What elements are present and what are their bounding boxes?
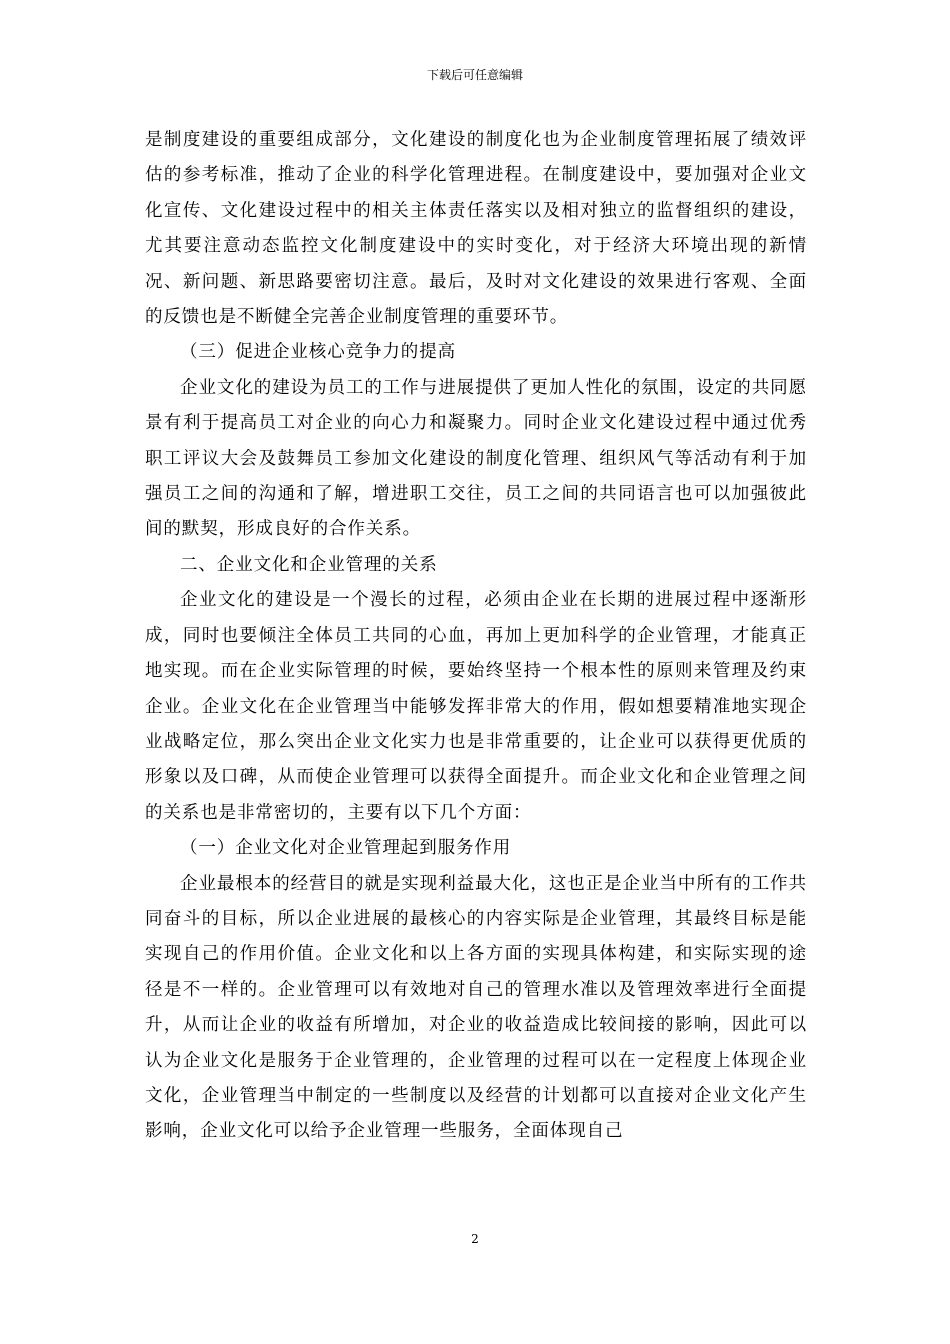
section-heading: 二、企业文化和企业管理的关系 [180,554,438,575]
section-subheading: （一）企业文化对企业管理起到服务作用 [180,838,512,859]
document-body [145,123,807,1150]
section-subheading: （三）促进企业核心竞争力的提高 [180,342,456,363]
page-number: 2 [471,1232,479,1246]
paragraph-body: 是制度建设的重要组成部分，文化建设的制度化也为企业制度管理拓展了绩效评估的参考标准，推动了企业的科学化管理进程。在制度建设中，要加强对企业文化宣传、文化建设过程中的相关主体责任落实以及相对独立的监督组织的建设，尤其要注意动态监控文化制度建设中的实时变化，对于经济大环境出现的新情况、新问题、新思路要密切注意。最后，及时对文化建设的效果进行客观、全面的反馈也是不断健全完善企业制度管理的重要环节。 [145,130,807,328]
paragraph-body: 企业文化的建设是一个漫长的过程，必须由企业在长期的进展过程中逐渐形成，同时也要倾注全体员工共同的心血，再加上更加科学的企业管理，才能真正地实现。而在企业实际管理的时候，要始终坚持一个根本性的原则来管理及约束企业。企业文化在企业管理当中能够发挥非常大的作用，假如想要精准地实现企业战略定位，那么突出企业文化实力也是非常重要的，让企业可以获得更优质的形象以及口碑，从而使企业管理可以获得全面提升。而企业文化和企业管理之间的关系也是非常密切的，主要有以下几个方面： [145,590,807,823]
paragraph-body: 企业文化的建设为员工的工作与进展提供了更加人性化的氛围，设定的共同愿景有利于提高员工对企业的向心力和凝聚力。同时企业文化建设过程中通过优秀职工评议大会及鼓舞员工参加文化建设的制度化管理、组织风气等活动有利于加强员工之间的沟通和了解，增进职工交往，员工之间的共同语言也可以加强彼此间的默契，形成良好的合作关系。 [145,377,807,540]
page-header: 下载后可任意编辑 [426,68,523,82]
paragraph-body: 企业最根本的经营目的就是实现利益最大化，这也正是企业当中所有的工作共同奋斗的目标，所以企业进展的最核心的内容实际是企业管理，其最终目标是能实现自己的作用价值。企业文化和以上各方面的实现具体构建，和实际实现的途径是不一样的。企业管理可以有效地对自己的管理水准以及管理效率进行全面提升，从而让企业的收益有所增加，对企业的收益造成比较间接的影响，因此可以认为企业文化是服务于企业管理的，企业管理的过程可以在一定程度上体现企业文化，企业管理当中制定的一些制度以及经营的计划都可以直接对企业文化产生影响，企业文化可以给予企业管理一些服务，全面体现自己 [145,873,807,1142]
